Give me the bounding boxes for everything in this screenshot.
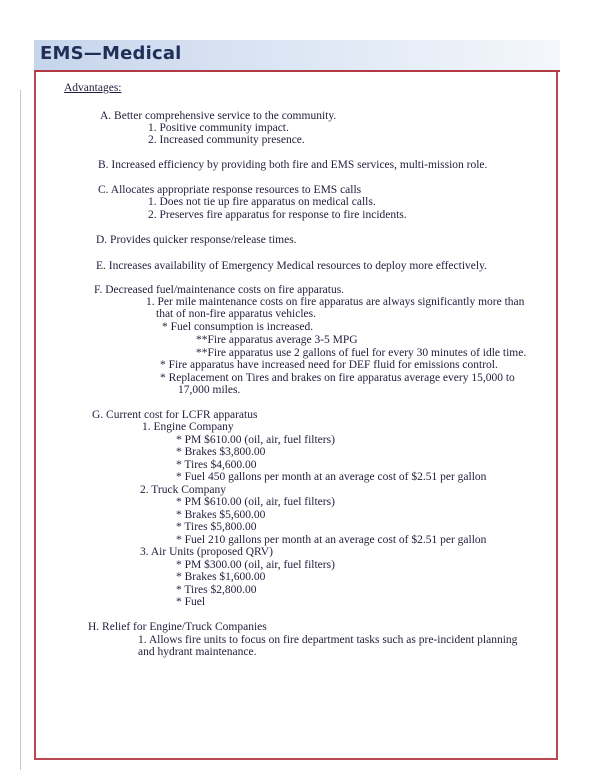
item-f-mpg: **Fire apparatus average 3-5 MPG bbox=[196, 334, 358, 346]
air-units-title: 3. Air Units (proposed QRV) bbox=[140, 546, 273, 558]
engine-brakes: * Brakes $3,800.00 bbox=[176, 446, 266, 458]
item-c-sub-1: 1. Does not tie up fire apparatus on medical calls. bbox=[148, 196, 376, 208]
item-f-tires-line2: 17,000 miles. bbox=[178, 384, 241, 396]
item-h-line2: and hydrant maintenance. bbox=[138, 646, 257, 658]
truck-company-title: 2. Truck Company bbox=[140, 484, 226, 496]
item-c-sub-2: 2. Preserves fire apparatus for response to fire incidents. bbox=[148, 209, 407, 221]
engine-company-title: 1. Engine Company bbox=[142, 421, 234, 433]
air-pm: * PM $300.00 (oil, air, fuel filters) bbox=[176, 559, 335, 571]
item-d-title: D. Provides quicker response/release times. bbox=[96, 234, 297, 246]
truck-brakes: * Brakes $5,600.00 bbox=[176, 509, 266, 521]
item-f-idle: **Fire apparatus use 2 gallons of fuel for every 30 minutes of idle time. bbox=[196, 347, 527, 359]
item-f-def: * Fire apparatus have increased need for DEF fluid for emissions control. bbox=[160, 359, 498, 371]
item-f-fuel: * Fuel consumption is increased. bbox=[162, 321, 314, 333]
air-fuel: * Fuel bbox=[176, 596, 206, 608]
truck-tires: * Tires $5,800.00 bbox=[176, 521, 257, 533]
item-a-sub-2: 2. Increased community presence. bbox=[148, 134, 305, 146]
item-a-title: A. Better comprehensive service to the community. bbox=[100, 110, 337, 122]
margin-line bbox=[20, 90, 21, 770]
item-f-sub-1-line2: that of non-fire apparatus vehicles. bbox=[156, 308, 316, 320]
air-tires: * Tires $2,800.00 bbox=[176, 584, 257, 596]
item-e-title: E. Increases availability of Emergency Medical resources to deploy more effectively. bbox=[96, 260, 487, 272]
page-title: EMS—Medical bbox=[40, 43, 182, 64]
advantages-heading: Advantages: bbox=[64, 82, 122, 94]
air-brakes: * Brakes $1,600.00 bbox=[176, 571, 266, 583]
item-f-tires-line1: * Replacement on Tires and brakes on fire apparatus average every 15,000 to bbox=[160, 372, 515, 384]
item-f-title: F. Decreased fuel/maintenance costs on fire apparatus. bbox=[94, 284, 345, 296]
item-g-title: G. Current cost for LCFR apparatus bbox=[92, 409, 258, 421]
item-h-title: H. Relief for Engine/Truck Companies bbox=[88, 621, 267, 633]
engine-pm: * PM $610.00 (oil, air, fuel filters) bbox=[176, 434, 335, 446]
engine-fuel: * Fuel 450 gallons per month at an average cost of $2.51 per gallon bbox=[176, 471, 487, 483]
truck-fuel: * Fuel 210 gallons per month at an average cost of $2.51 per gallon bbox=[176, 534, 487, 546]
item-f-sub-1-line1: 1. Per mile maintenance costs on fire apparatus are always significantly more than bbox=[146, 296, 525, 308]
truck-pm: * PM $610.00 (oil, air, fuel filters) bbox=[176, 496, 335, 508]
item-h-line1: 1. Allows fire units to focus on fire department tasks such as pre-incident planning bbox=[138, 634, 518, 646]
section-header-bar bbox=[34, 40, 560, 72]
engine-tires: * Tires $4,600.00 bbox=[176, 459, 257, 471]
item-c-title: C. Allocates appropriate response resources to EMS calls bbox=[98, 184, 362, 196]
item-b-title: B. Increased efficiency by providing both fire and EMS services, multi-mission role. bbox=[98, 159, 488, 171]
item-a-sub-1: 1. Positive community impact. bbox=[148, 122, 289, 134]
